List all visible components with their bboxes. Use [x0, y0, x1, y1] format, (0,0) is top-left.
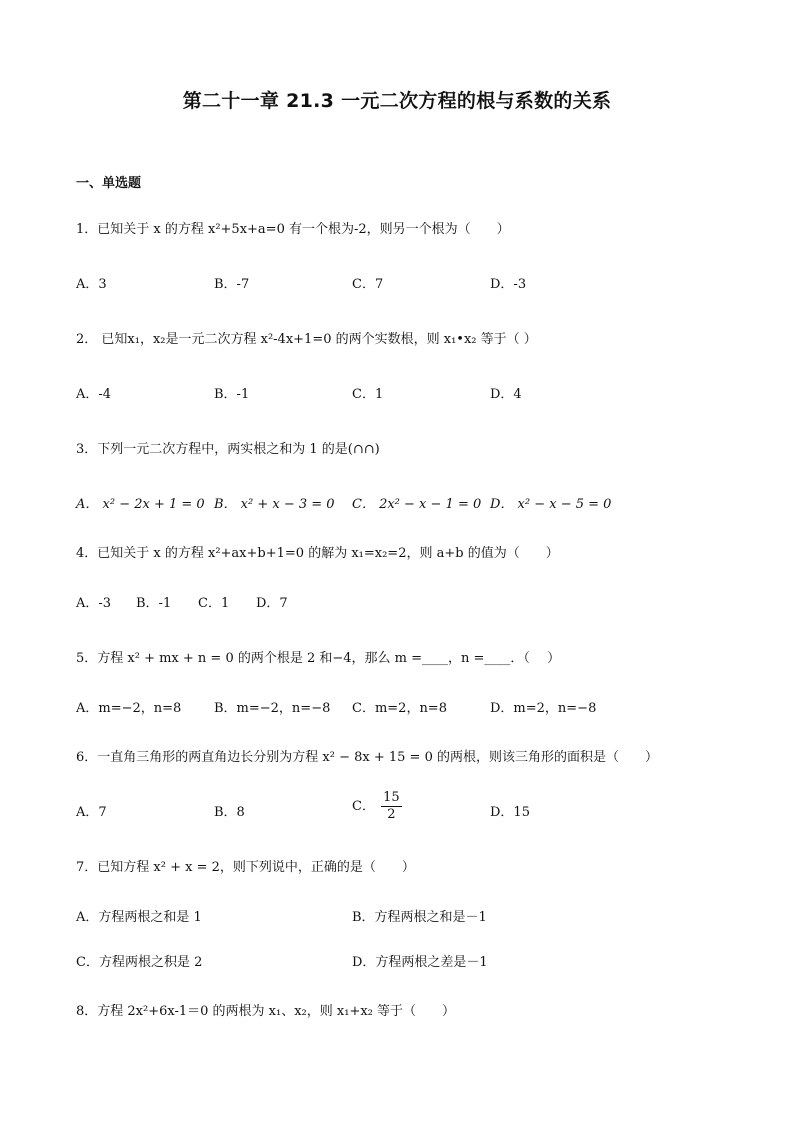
question-5-option-d: D．m=2，n=−8: [490, 701, 597, 716]
question-5-stem: 5．方程 x² + mx + n = 0 的两个根是 2 和−4，那么 m =____，n =____．（ ）: [76, 651, 561, 666]
fraction: [381, 790, 402, 823]
question-5-option-c: C．m=2，n=8: [352, 701, 447, 716]
question-7-option-c: C．方程两根之积是 2: [76, 955, 203, 970]
section-heading: 一、单选题: [76, 176, 142, 191]
question-4-option-a: A．-3: [76, 596, 112, 611]
question-4-stem: 4．已知关于 x 的方程 x²+ax+b+1=0 的解为 x₁=x₂=2，则 a+b 的值为（ ）: [76, 546, 559, 561]
question-7-option-d: D．方程两根之差是－1: [352, 955, 488, 970]
question-6-option-d: D．15: [490, 805, 530, 820]
question-7-option-a: A．方程两根之和是 1: [76, 910, 202, 925]
question-6-stem: 6．一直角三角形的两直角边长分别为方程 x² − 8x + 15 = 0 的两根，则该三角形的面积是（ ）: [76, 750, 658, 765]
question-2-option-b: B．-1: [214, 387, 250, 402]
question-3-option-a: A． x² − 2x + 1 = 0: [76, 497, 205, 512]
question-4-option-d: D．7: [256, 596, 288, 611]
question-2-option-d: D．4: [490, 387, 522, 402]
question-7-stem: 7．已知方程 x² + x = 2，则下列说中，正确的是（ ）: [76, 860, 415, 875]
question-8-stem: 8．方程 2x²+6x-1＝0 的两根为 x₁、x₂，则 x₁+x₂ 等于（ ）: [76, 1004, 456, 1019]
question-6-option-c-label: C．: [352, 799, 375, 814]
question-2-option-c: C．1: [352, 387, 384, 402]
question-1-option-c: C．7: [352, 277, 384, 292]
question-2-option-a: A．-4: [76, 387, 112, 402]
question-5-option-b: B．m=−2，n=−8: [214, 701, 331, 716]
question-6-option-a: A．7: [76, 805, 107, 820]
question-4-option-b: B．-1: [136, 596, 172, 611]
question-1-option-d: D．-3: [490, 277, 527, 292]
question-4-option-c: C．1: [198, 596, 230, 611]
fraction-denominator: 2: [387, 807, 396, 822]
question-3-option-c: C． 2x² − x − 1 = 0: [352, 497, 482, 512]
question-1-stem: 1．已知关于 x 的方程 x²+5x+a=0 有一个根为-2，则另一个根为（ ）: [76, 222, 510, 237]
question-3-option-d: D． x² − x − 5 = 0: [490, 497, 612, 512]
question-6-option-b: B．8: [214, 805, 245, 820]
question-5-option-a: A．m=−2，n=8: [76, 701, 182, 716]
question-6-option-c: [352, 790, 402, 823]
fraction-numerator: 15: [383, 790, 400, 805]
question-1-option-b: B．-7: [214, 277, 250, 292]
question-2-stem: 2． 已知x₁，x₂是一元二次方程 x²-4x+1=0 的两个实数根，则 x₁•x₂ 等于（ ）: [76, 332, 537, 347]
question-3-option-b: B． x² + x − 3 = 0: [214, 497, 335, 512]
question-7-option-b: B．方程两根之和是－1: [352, 910, 487, 925]
page-title: 第二十一章 21.3 一元二次方程的根与系数的关系: [182, 90, 612, 112]
question-1-option-a: A．3: [76, 277, 107, 292]
question-3-stem: 3．下列一元二次方程中，两实根之和为 1 的是(∩∩): [76, 442, 380, 457]
